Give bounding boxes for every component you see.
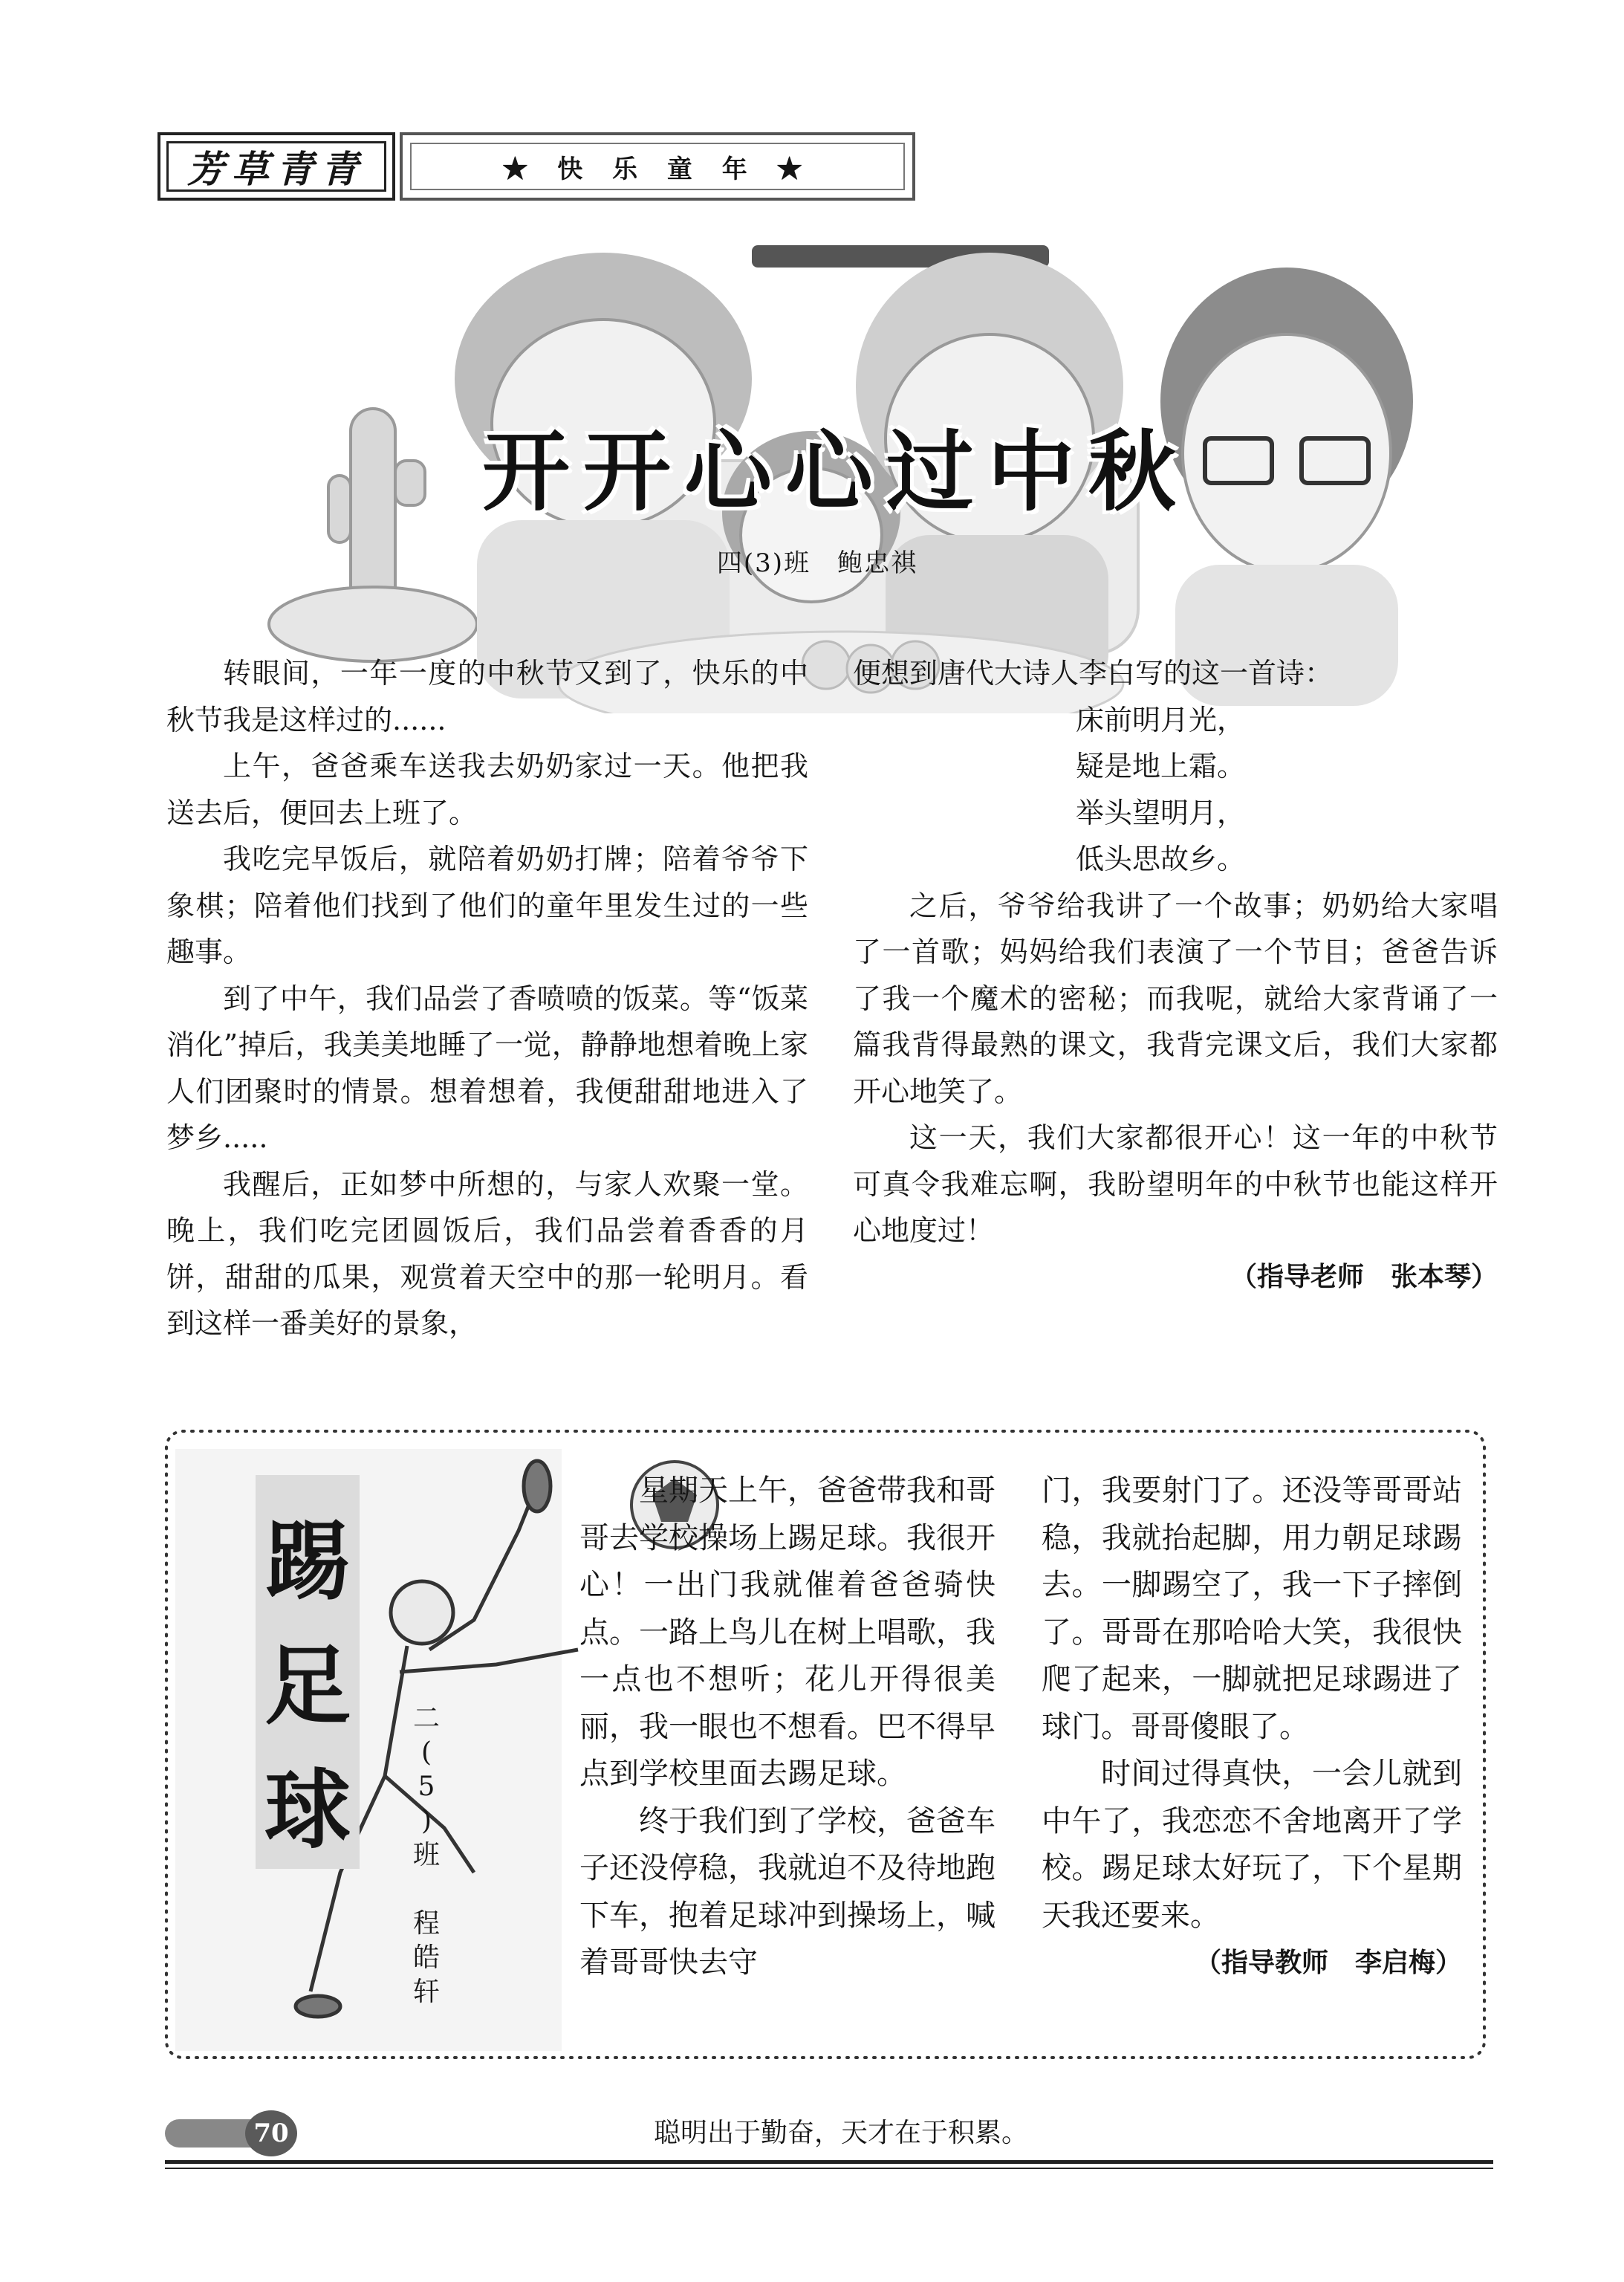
byline-char: 轩 bbox=[412, 1977, 440, 2007]
section-label-box bbox=[157, 132, 395, 201]
paragraph: 我吃完早饭后，就陪着奶奶打牌；陪着爷爷下象棋；陪着他们找到了他们的童年里发生过的一些趣事。 bbox=[166, 843, 808, 968]
paragraph: 上午，爸爸乘车送我去奶奶家过一天。他把我送去后，便回去上班了。 bbox=[166, 750, 808, 829]
poem-line: 低头思故乡。 bbox=[1076, 843, 1246, 875]
title-char: 球 bbox=[264, 1760, 351, 1861]
byline-char: 二 bbox=[412, 1703, 440, 1734]
column-label-box bbox=[400, 132, 915, 201]
byline-char: 5 bbox=[418, 1772, 435, 1802]
article-title: 开开心心过中秋 bbox=[481, 420, 1189, 523]
teacher-credit: （指导教师 李启梅） bbox=[1194, 1948, 1462, 1978]
paragraph: 星期天上午，爸爸带我和哥哥去学校操场上踢足球。我很开心！一出门我就催着爸爸骑快点。一路上鸟儿在树上唱歌，我一点也不想听；花儿开得很美丽，我一眼也不想看。巴不得早点到学校里面去踢足球。 bbox=[579, 1474, 995, 1791]
paragraph: 之后，爷爷给我讲了一个故事；奶奶给大家唱了一首歌；妈妈给我们表演了一个节目；爸爸告诉了我一个魔术的密秘；而我呢，就给大家背诵了一篇我背得最熟的课文，我背完课文后，我们大家都开心地笑了。 bbox=[853, 889, 1498, 1108]
article2-column-right bbox=[1042, 1468, 1462, 1987]
article2-column-left bbox=[579, 1468, 995, 1987]
byline-char: ( bbox=[420, 1737, 432, 1768]
paragraph: 门，我要射门了。还没等哥哥站稳，我就抬起脚，用力朝足球踢去。一脚踢空了，我一下子摔倒了。哥哥在那哈哈大笑，我很快爬了起来，一脚就把足球踢进了球门。哥哥傻眼了。 bbox=[1042, 1474, 1462, 1744]
byline-char: 皓 bbox=[412, 1942, 440, 1973]
article1-column-left bbox=[166, 650, 808, 1347]
paragraph: 转眼间，一年一度的中秋节又到了，快乐的中秋节我是这样过的...... bbox=[166, 657, 808, 736]
section-label: 芳草青青 bbox=[166, 141, 386, 192]
teacher-credit: （指导老师 张本琴） bbox=[1230, 1261, 1498, 1292]
paragraph: 时间过得真快，一会儿就到中午了，我恋恋不舍地离开了学校。踢足球太好玩了，下个星期天我还要来。 bbox=[1042, 1757, 1462, 1933]
poem-line: 床前明月光， bbox=[1076, 703, 1246, 736]
paragraph: 到了中午，我们品尝了香喷喷的饭菜。等“饭菜消化”掉后，我美美地睡了一觉，静静地想着晚上家人们团聚时的情景。想着想着，我便甜甜地进入了梦乡..... bbox=[166, 982, 808, 1154]
byline-char: 班 bbox=[412, 1840, 440, 1870]
article2-byline bbox=[410, 1702, 443, 2009]
footer-rule-thin bbox=[165, 2168, 1493, 2169]
article-byline: 四(3)班 鲍忠祺 bbox=[716, 548, 918, 578]
byline-char: 程 bbox=[412, 1908, 440, 1939]
byline-char bbox=[410, 1873, 443, 1907]
page-number: 70 bbox=[245, 2110, 297, 2156]
paragraph: 终于我们到了学校，爸爸车子还没停稳，我就迫不及待地跑下车，抱着足球冲到操场上，喊着哥哥快去守 bbox=[579, 1803, 995, 1980]
article2-title bbox=[256, 1475, 360, 1869]
byline-char: ) bbox=[420, 1806, 432, 1836]
title-char: 足 bbox=[264, 1636, 351, 1737]
footer-rule bbox=[165, 2160, 1493, 2164]
article1-column-right bbox=[853, 650, 1498, 1300]
paragraph: 我醒后，正如梦中所想的，与家人欢聚一堂。晚上，我们吃完团圆饭后，我们品尝着香香的月饼，甜甜的瓜果，观赏着天空中的那一轮明月。看到这样一番美好的景象， bbox=[166, 1167, 808, 1340]
paragraph: 便想到唐代大诗人李白写的这一首诗： bbox=[853, 657, 1334, 690]
poem-line: 疑是地上霜。 bbox=[1076, 750, 1246, 782]
footer-motto: 聪明出于勤奋，天才在于积累。 bbox=[654, 2118, 1029, 2148]
title-char: 踢 bbox=[264, 1511, 351, 1612]
paragraph: 这一天，我们大家都很开心！这一年的中秋节可真令我难忘啊，我盼望明年的中秋节也能这样开心地度过！ bbox=[853, 1121, 1498, 1247]
poem-line: 举头望明月， bbox=[1076, 796, 1246, 829]
column-label: ★ 快 乐 童 年 ★ bbox=[410, 143, 905, 190]
